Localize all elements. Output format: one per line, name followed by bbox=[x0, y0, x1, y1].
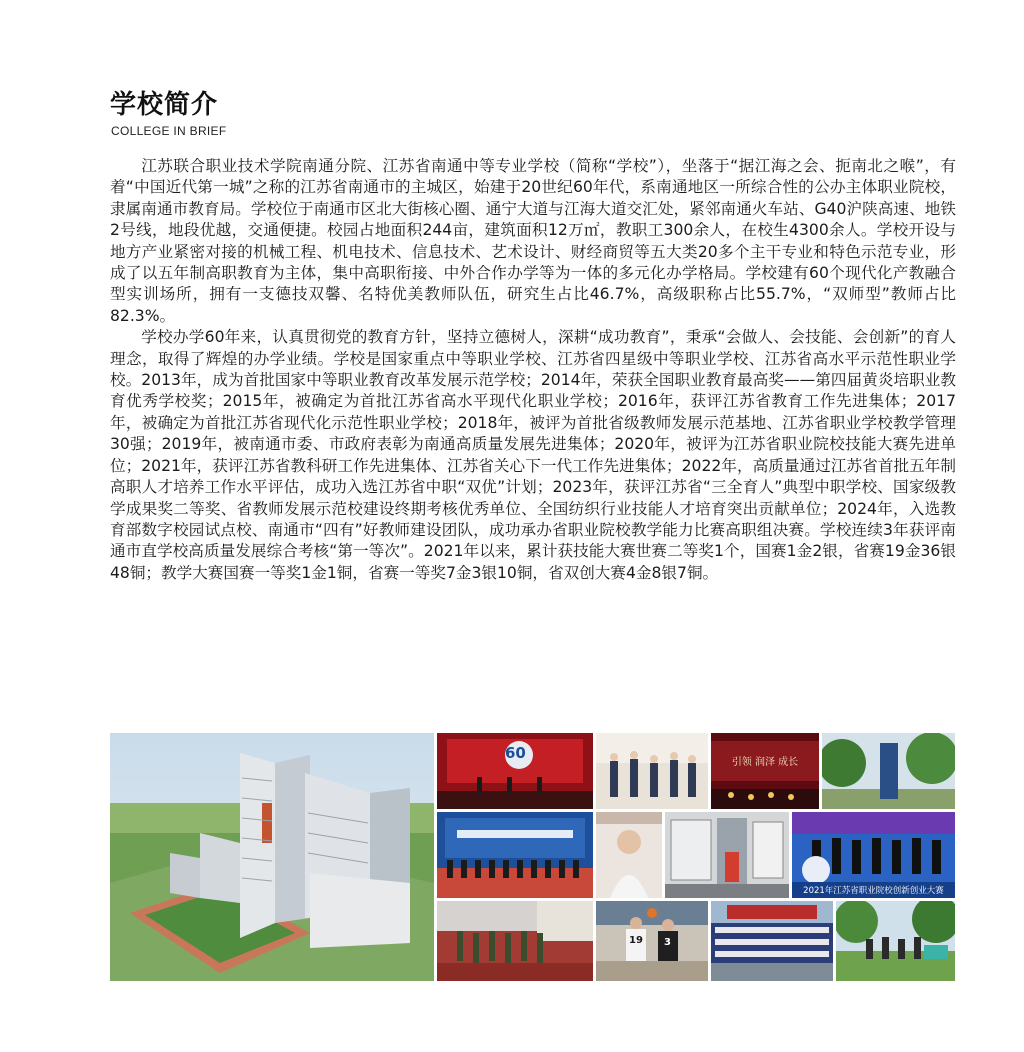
jersey-number-2: 3 bbox=[664, 937, 671, 948]
parade-drill-photo bbox=[437, 901, 593, 981]
campus-aerial-photo bbox=[110, 733, 434, 981]
workshop-lab-photo bbox=[665, 812, 789, 898]
paragraph-1: 江苏联合职业技术学院南通分院、江苏省南通中等专业学校（简称“学校”），坐落于“据江海之会、扼南北之喉”，有着“中国近代第一城”之称的江苏省南通市的主城区，始建于20世纪60年代，系南通地区一所综合性的公办主体职业院校，隶属南通市教育局。学校位于南通市区北大街核心圈、通宁大道与江海大道交汇处，紧邻南通火车站、G40沪陕高速、地铁2号线，地段优越，交通便捷。校园占地面积244亩，建筑面积12万㎡，教职工300余人，在校生4300余人。学校开设与地方产业紧密对接的机械工程、机电技术、信息技术、艺术设计、财经商贸等五大类20多个主干专业和特色示范专业，形成了以五年制高职教育为主体，集中高职衔接、中外合作办学等为一体的多元化办学格局。学校建有60个现代化产教融合型实训场所，拥有一支德技双馨、名特优美教师队伍，研究生占比46.7%，高级职称占比55.7%，“双师型”教师占比82.3%。 bbox=[110, 157, 956, 325]
jersey-number-1: 19 bbox=[629, 935, 643, 946]
fashion-show-photo bbox=[596, 733, 708, 809]
campus-sign-photo bbox=[822, 733, 955, 809]
page-subtitle: COLLEGE IN BRIEF bbox=[111, 124, 227, 138]
basketball-game-photo bbox=[596, 901, 708, 981]
competition-stage-photo bbox=[437, 812, 593, 898]
stage-ceremony-photo bbox=[437, 733, 593, 809]
stage-logo-text: 60 bbox=[505, 744, 526, 762]
page-title: 学校简介 bbox=[110, 90, 219, 120]
photo-collage bbox=[110, 733, 955, 981]
contest-banner-text: 2021年江苏省职业院校创新创业大赛 bbox=[803, 886, 944, 896]
paragraph-2: 学校办学60年来，认真贯彻党的教育方针，坚持立德树人，深耕“成功教育”，秉承“会做人、会技能、会创新”的育人理念，取得了辉煌的办学业绩。学校是国家重点中等职业学校、江苏省四星级中等职业学校、江苏省高水平示范性职业学校。2013年，成为首批国家中等职业教育改革发展示范学校；2014年，荣获全国职业教育最高奖——第四届黄炎培职业教育优秀学校奖；2015年，被确定为首批江苏省高水平现代化职业学校；2016年，获评江苏省教育工作先进集体；2017年，被确定为首批江苏省现代化示范性职业学校；2018年，被评为首批省级教师发展示范基地、江苏省职业学校教学管理30强；2019年，被南通市委、市政府表彰为南通高质量发展先进集体；2020年，被评为江苏省职业院校技能大赛先进单位；2021年，获评江苏省教科研工作先进集体、江苏省关心下一代工作先进集体；2022年，高质量通过江苏省首批五年制高职人才培养工作水平评估，成功入选江苏省中职“双优”计划；2023年，获评江苏省“三全育人”典型中职学校、国家级教学成果奖二等奖、省教师发展示范校建设终期考核优秀单位、全国纺织行业技能人才培育突出贡献单位；2024年，入选教育部数字校园试点校、南通市“四有”好教师建设团队，成功承办省职业院校教学能力比赛高职组决赛。学校连续3年获评南通市直学校高质量发展综合考核“第一等次”。2021年以来，累计获技能大赛世赛二等奖1个，国赛1金2银，省赛19金36银48铜；教学大赛国赛一等奖1金1铜，省赛一等奖7金3银10铜，省双创大赛4金8银7铜。 bbox=[110, 328, 956, 582]
student-portrait-photo bbox=[596, 812, 662, 898]
outdoor-activity-photo bbox=[836, 901, 955, 981]
innovation-contest-photo bbox=[792, 812, 955, 898]
intro-text bbox=[110, 156, 956, 584]
group-assembly-photo bbox=[711, 901, 833, 981]
banner-slogan: 引领 润泽 成长 bbox=[731, 757, 799, 768]
performance-banner-photo bbox=[711, 733, 819, 809]
